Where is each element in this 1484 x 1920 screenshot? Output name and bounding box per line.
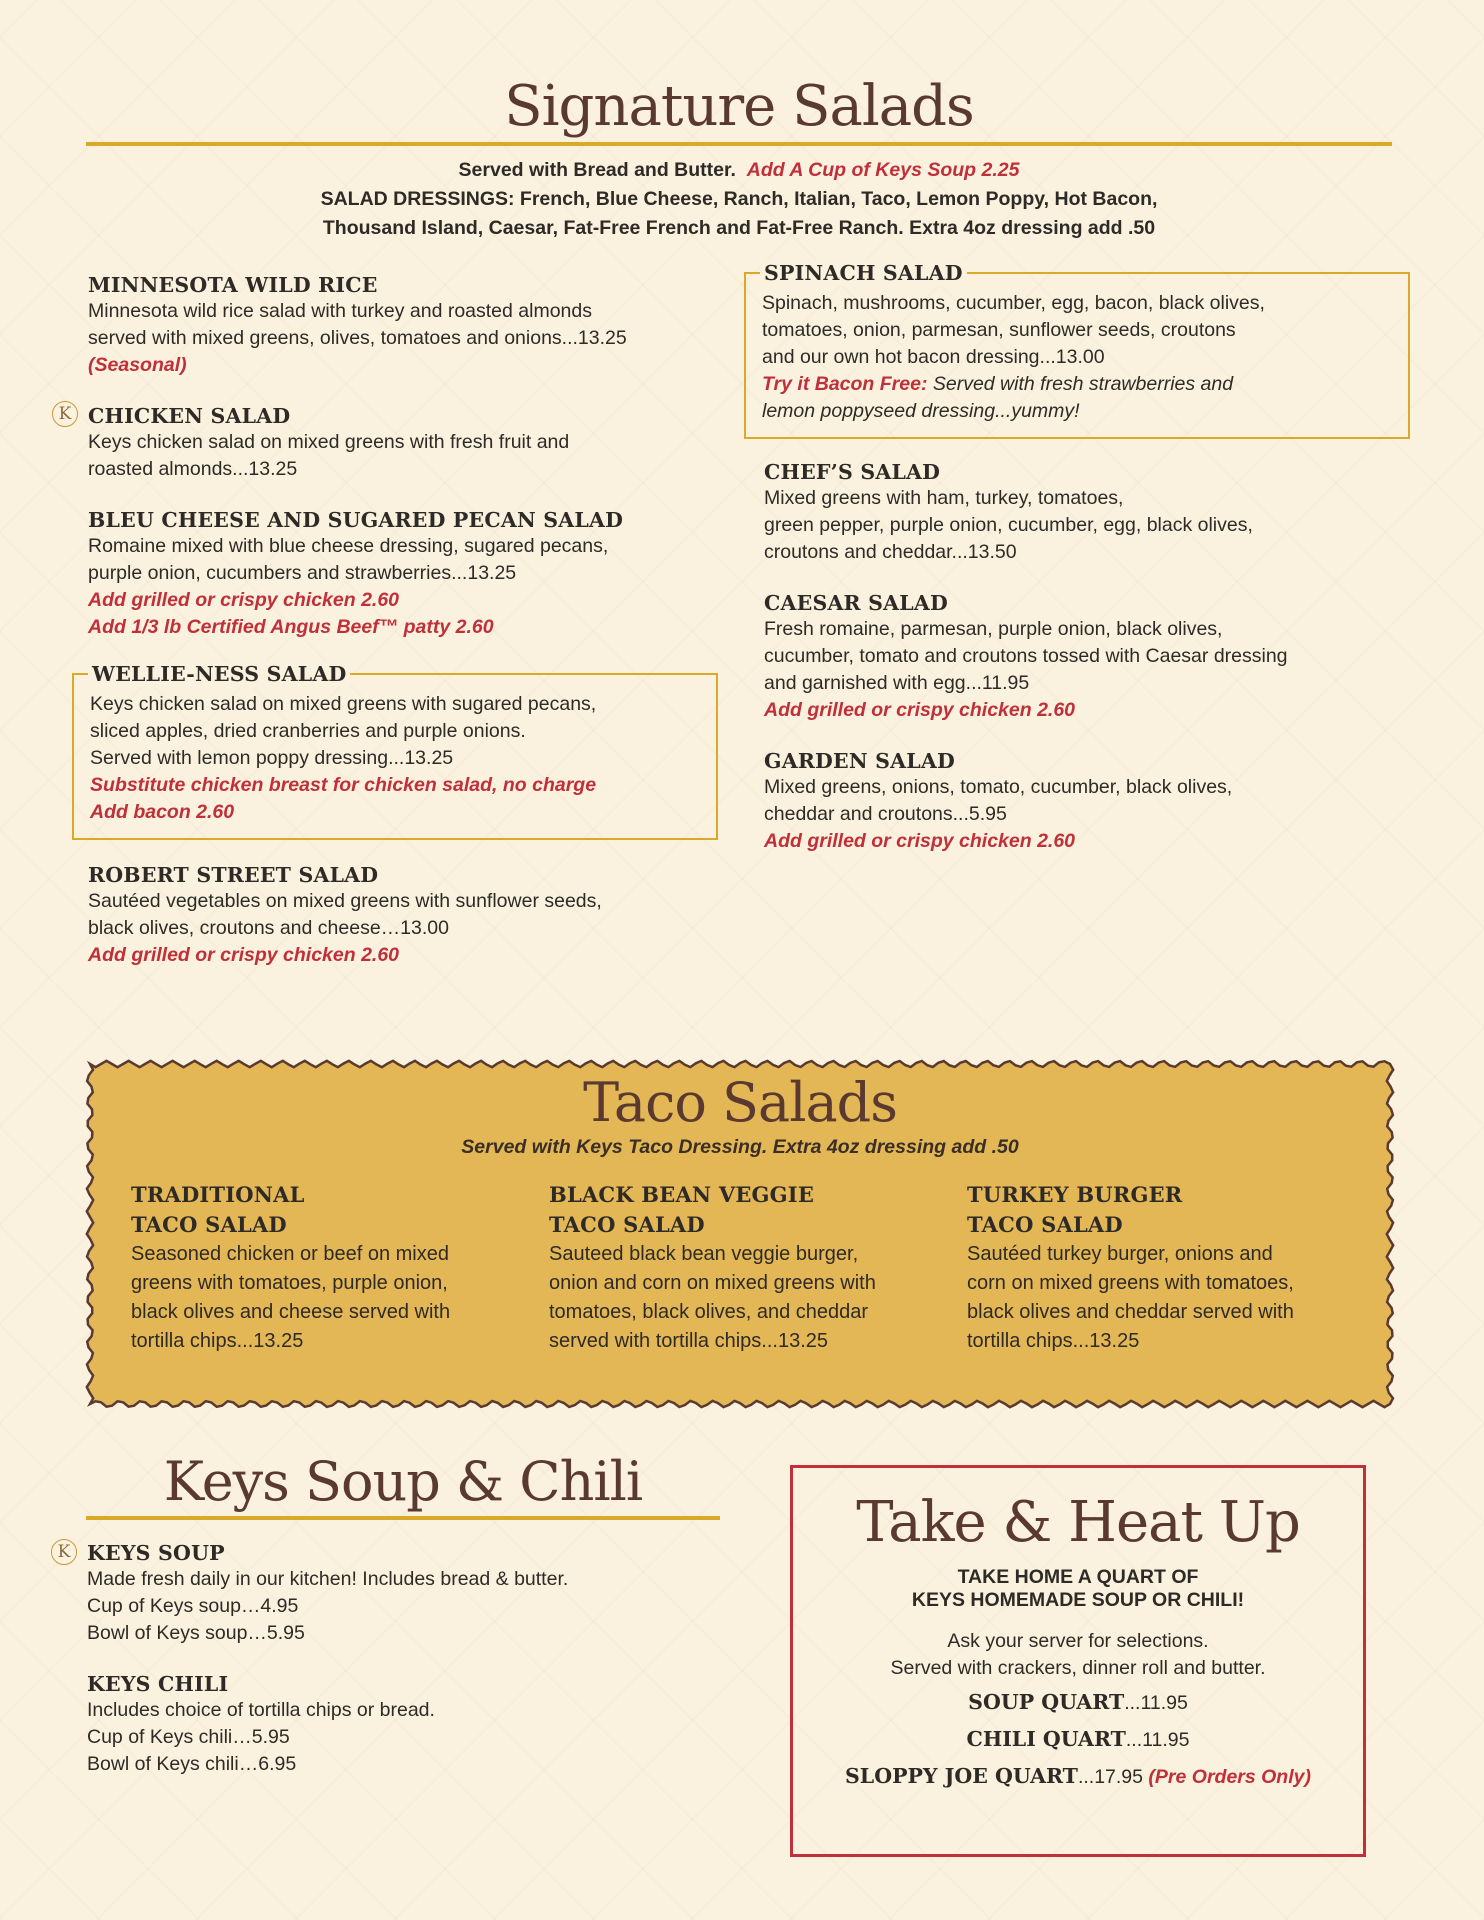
soup-chili-title: Keys Soup & Chili xyxy=(163,1450,643,1513)
item-name: CHEF’S SALAD xyxy=(764,460,941,484)
desc-line: served with mixed greens, olives, tomatoes and onions...13.25 xyxy=(88,327,627,349)
item-description xyxy=(967,1240,1347,1356)
served-with-text: Served with Bread and Butter. xyxy=(458,159,736,181)
menu-item-spinach-box xyxy=(744,261,1410,439)
keys-signature-badge-icon: K xyxy=(52,401,78,427)
item-name-line-1: TURKEY BURGER xyxy=(967,1182,1183,1207)
menu-item-robert-street xyxy=(88,862,718,969)
item-name: KEYS CHILI xyxy=(87,1672,229,1696)
desc-line: Made fresh daily in our kitchen! Includes bread & butter. xyxy=(87,1568,569,1590)
take-heat-instructions xyxy=(793,1628,1363,1682)
desc-line: Sautéed vegetables on mixed greens with sunflower seeds, xyxy=(88,890,602,912)
seasonal-note: (Seasonal) xyxy=(88,354,187,376)
item-name-line-1: BLACK BEAN VEGGIE xyxy=(549,1182,815,1207)
item-description xyxy=(764,616,1414,724)
bacon-free-line-2: lemon poppyseed dressing...yummy! xyxy=(762,400,1080,422)
item-description xyxy=(549,1240,929,1356)
item-description xyxy=(88,429,718,483)
desc-line: and our own hot bacon dressing...13.00 xyxy=(762,346,1105,368)
desc-line: cheddar and croutons...5.95 xyxy=(764,803,1007,825)
desc-line: croutons and cheddar...13.50 xyxy=(764,541,1017,563)
desc-line: Sautéed turkey burger, onions and xyxy=(967,1243,1273,1265)
menu-item-minnesota-wild-rice xyxy=(88,272,718,379)
desc-line: black olives, croutons and cheese…13.00 xyxy=(88,917,449,939)
menu-item-keys-chili xyxy=(87,1671,727,1778)
item-description xyxy=(764,485,1414,566)
quart-name: SOUP QUART xyxy=(968,1690,1125,1714)
signature-left-column xyxy=(58,272,718,995)
desc-line: Mixed greens with ham, turkey, tomatoes, xyxy=(764,487,1124,509)
quart-price: ...11.95 xyxy=(1125,1729,1190,1751)
quart-soup xyxy=(793,1684,1363,1721)
desc-line: tortilla chips...13.25 xyxy=(967,1330,1140,1352)
desc-line: Bowl of Keys soup…5.95 xyxy=(87,1622,305,1644)
menu-item-garden-salad xyxy=(764,748,1414,855)
quart-sloppy-joe xyxy=(793,1758,1363,1795)
desc-line: and garnished with egg...11.95 xyxy=(764,672,1030,694)
taco-title: Taco Salads xyxy=(583,1071,897,1134)
menu-item-chicken-salad xyxy=(58,403,718,483)
soup-chili-list xyxy=(57,1540,727,1804)
item-name: WELLIE-NESS SALAD xyxy=(88,661,350,687)
item-name: MINNESOTA WILD RICE xyxy=(88,273,378,297)
item-description xyxy=(88,298,718,379)
desc-line: Fresh romaine, parmesan, purple onion, black olives, xyxy=(764,618,1223,640)
desc-line: served with tortilla chips...13.25 xyxy=(549,1330,829,1352)
desc-line: Minnesota wild rice salad with turkey and roasted almonds xyxy=(88,300,593,322)
item-description xyxy=(762,290,1392,425)
add-on-line: Add bacon 2.60 xyxy=(90,801,235,823)
menu-item-bleu-cheese-pecan xyxy=(88,507,718,641)
desc-line: black olives and cheese served with xyxy=(131,1301,451,1323)
keys-signature-badge-icon: K xyxy=(51,1539,77,1565)
quart-list xyxy=(793,1684,1363,1795)
taco-item-black-bean-veggie xyxy=(549,1180,929,1356)
desc-line: green pepper, purple onion, cucumber, egg, black olives, xyxy=(764,514,1253,536)
desc-line: Includes choice of tortilla chips or bread. xyxy=(87,1699,435,1721)
desc-line: greens with tomatoes, purple onion, xyxy=(131,1272,448,1294)
desc-line: onion and corn on mixed greens with xyxy=(549,1272,876,1294)
desc-line: Romaine mixed with blue cheese dressing, sugared pecans, xyxy=(88,535,609,557)
menu-item-wellie-ness-box xyxy=(72,662,718,840)
signature-title: Signature Salads xyxy=(504,74,974,139)
item-description xyxy=(90,691,700,826)
bacon-free-line xyxy=(762,371,1392,398)
headline-line-2: KEYS HOMEMADE SOUP OR CHILI! xyxy=(911,1589,1245,1611)
taco-subtitle: Served with Keys Taco Dressing. Extra 4oz dressing add .50 xyxy=(461,1136,1019,1158)
quart-name: CHILI QUART xyxy=(966,1727,1126,1751)
item-name: ROBERT STREET SALAD xyxy=(88,863,379,887)
desc-line: Cup of Keys chili…5.95 xyxy=(87,1726,290,1748)
dressings-line-1: SALAD DRESSINGS: French, Blue Cheese, Ranch, Italian, Taco, Lemon Poppy, Hot Bacon, xyxy=(320,188,1158,210)
instruction-line-1: Ask your server for selections. xyxy=(947,1630,1209,1652)
soup-chili-header xyxy=(86,1448,720,1520)
item-name-line-2: TACO SALAD xyxy=(549,1212,705,1237)
desc-line: Cup of Keys soup…4.95 xyxy=(87,1595,299,1617)
headline-line-1: TAKE HOME A QUART OF xyxy=(957,1566,1199,1588)
quart-chili xyxy=(793,1721,1363,1758)
add-on-line: Add 1/3 lb Certified Angus Beef™ patty 2.60 xyxy=(88,616,494,638)
dressings-line-2: Thousand Island, Caesar, Fat-Free French and Fat-Free Ranch. Extra 4oz dressing add .50 xyxy=(322,217,1156,239)
desc-line: Keys chicken salad on mixed greens with sugared pecans, xyxy=(90,693,597,715)
add-on-line: Add grilled or crispy chicken 2.60 xyxy=(764,830,1076,852)
add-soup-text: Add A Cup of Keys Soup 2.25 xyxy=(746,159,1020,181)
item-name-line-1: TRADITIONAL xyxy=(131,1182,305,1207)
item-description xyxy=(88,533,718,641)
signature-title-rule xyxy=(86,142,1392,146)
item-name: GARDEN SALAD xyxy=(764,749,955,773)
signature-header xyxy=(86,72,1392,146)
menu-item-chefs-salad xyxy=(764,459,1414,566)
add-on-line: Add grilled or crispy chicken 2.60 xyxy=(764,699,1076,721)
bacon-free-label: Try it Bacon Free: xyxy=(762,373,928,395)
desc-line: roasted almonds...13.25 xyxy=(88,458,298,480)
desc-line: purple onion, cucumbers and strawberries...13.25 xyxy=(88,562,517,584)
quart-price: ...17.95 xyxy=(1077,1766,1143,1788)
desc-line: Sauteed black bean veggie burger, xyxy=(549,1243,859,1265)
soup-chili-title-rule xyxy=(86,1516,720,1520)
signature-right-column xyxy=(762,261,1414,881)
item-description xyxy=(131,1240,511,1356)
desc-line: Served with lemon poppy dressing...13.25 xyxy=(90,747,454,769)
item-name: SPINACH SALAD xyxy=(760,260,967,286)
desc-line: Keys chicken salad on mixed greens with fresh fruit and xyxy=(88,431,570,453)
item-description xyxy=(88,888,718,969)
item-description xyxy=(87,1566,727,1647)
desc-line: sliced apples, dried cranberries and purple onions. xyxy=(90,720,526,742)
add-on-line: Add grilled or crispy chicken 2.60 xyxy=(88,589,400,611)
taco-item-traditional xyxy=(131,1180,511,1356)
desc-line: Spinach, mushrooms, cucumber, egg, bacon, black olives, xyxy=(762,292,1265,314)
quart-price: ...11.95 xyxy=(1124,1692,1188,1714)
item-name: KEYS SOUP xyxy=(87,1541,225,1565)
desc-line: Seasoned chicken or beef on mixed xyxy=(131,1243,449,1265)
bacon-free-text: Served with fresh strawberries and xyxy=(927,373,1234,395)
item-name-line-2: TACO SALAD xyxy=(131,1212,287,1237)
desc-line: tomatoes, black olives, and cheddar xyxy=(549,1301,869,1323)
desc-line: Bowl of Keys chili…6.95 xyxy=(87,1753,297,1775)
desc-line: corn on mixed greens with tomatoes, xyxy=(967,1272,1294,1294)
instruction-line-2: Served with crackers, dinner roll and butter. xyxy=(890,1657,1266,1679)
desc-line: Mixed greens, onions, tomato, cucumber, black olives, xyxy=(764,776,1233,798)
item-description xyxy=(87,1697,727,1778)
take-heat-headline xyxy=(793,1566,1363,1612)
desc-line: cucumber, tomato and croutons tossed with Caesar dressing xyxy=(764,645,1288,667)
take-and-heat-box xyxy=(790,1465,1366,1857)
pre-orders-note: (Pre Orders Only) xyxy=(1148,1766,1311,1788)
add-on-line: Substitute chicken breast for chicken salad, no charge xyxy=(90,774,597,796)
desc-line: black olives and cheddar served with xyxy=(967,1301,1294,1323)
desc-line: tomatoes, onion, parmesan, sunflower seeds, croutons xyxy=(762,319,1236,341)
taco-salads-panel xyxy=(84,1058,1396,1410)
taco-item-turkey-burger xyxy=(967,1180,1347,1356)
item-description xyxy=(764,774,1414,855)
served-with-line xyxy=(86,156,1392,185)
signature-intro xyxy=(86,156,1392,243)
menu-item-keys-soup xyxy=(57,1540,727,1647)
quart-name: SLOPPY JOE QUART xyxy=(845,1764,1078,1788)
take-heat-title: Take & Heat Up xyxy=(856,1490,1300,1555)
desc-line: tortilla chips...13.25 xyxy=(131,1330,304,1352)
item-name: CAESAR SALAD xyxy=(764,591,948,615)
item-name: BLEU CHEESE AND SUGARED PECAN SALAD xyxy=(88,508,624,532)
add-on-line: Add grilled or crispy chicken 2.60 xyxy=(88,944,400,966)
item-name-line-2: TACO SALAD xyxy=(967,1212,1123,1237)
menu-item-caesar-salad xyxy=(764,590,1414,724)
item-name: CHICKEN SALAD xyxy=(88,404,291,428)
